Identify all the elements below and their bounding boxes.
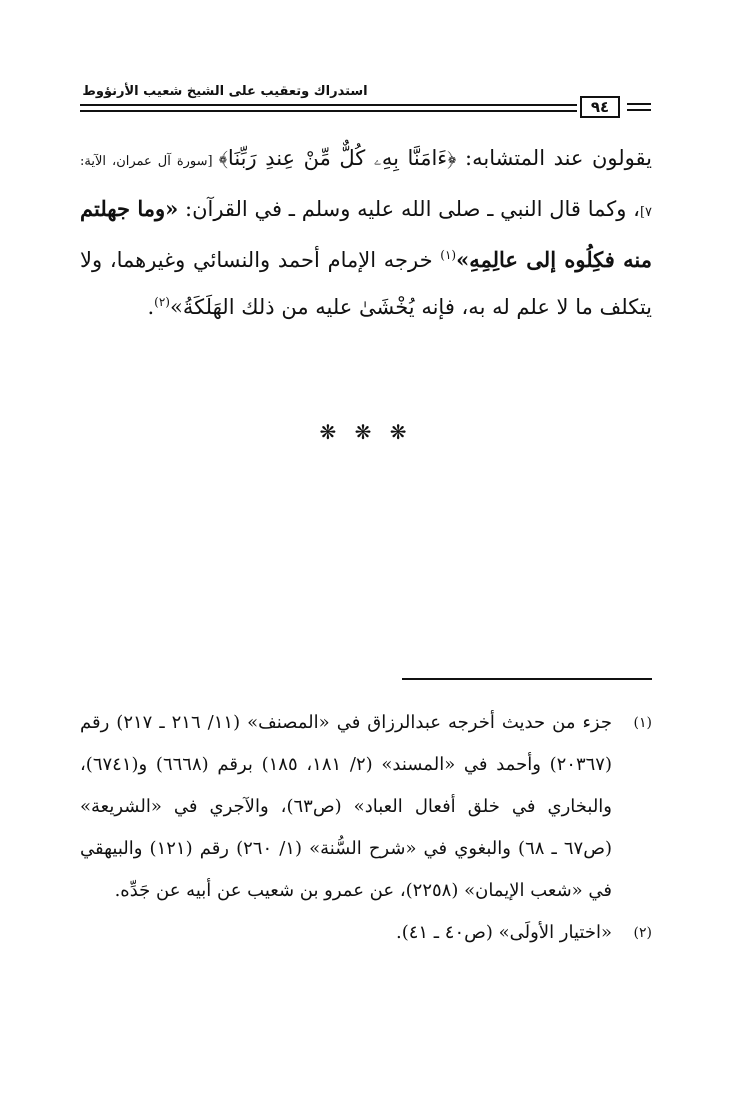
footnote-marker-1[interactable]: (١) xyxy=(440,248,457,262)
footnote-item xyxy=(80,702,652,912)
quran-verse: ﴿ءَامَنَّا بِهِۦ كُلٌّ مِّنْ عِندِ رَبِّنَا﴾ xyxy=(218,146,457,170)
header-rule-top xyxy=(80,104,577,106)
hadith-quote: «وما جهلتم منه فكِلُوه إلى عالِمِهِ» xyxy=(80,196,653,272)
text-after-hadith: خرجه الإمام أحمد والنسائي وغيرهما، ولا يتكلف ما لا علم له به، فإنه يُخْشَىٰ عليه من ذلك الهَلَكَةُ» xyxy=(80,248,652,319)
section-separator: ❋ ❋ ❋ xyxy=(319,420,413,444)
footnote-text: «اختيار الأولَى» (ص٤٠ ـ ٤١). xyxy=(395,922,612,943)
page-number-dash-top xyxy=(627,103,651,105)
text-end: . xyxy=(147,295,155,319)
main-paragraph xyxy=(80,135,652,331)
page-number-dash-bottom xyxy=(627,109,651,111)
footnote-marker-2[interactable]: (٢) xyxy=(154,295,170,309)
footnote-text: جزء من حديث أخرجه عبدالرزاق في «المصنف» (١١/ ٢١٦ ـ ٢١٧) رقم (٢٠٣٦٧) وأحمد في «المسند» (٢/ ١٨١، ١٨٥) برقم (٦٦٦٨) و(٦٧٤١)، والبخاري في خلق أفعال العباد» (ص٦٣)، والآجري في «الشريعة» (ص٦٧ ـ ٦٨) والبغوي في «شرح السُّنة» (١/ ٢٦٠) رقم (١٢١) والبيهقي في «شعب الإيمان» (٢٢٥٨)، عن عمرو بن شعيب عن أبيه عن جَدِّه. xyxy=(80,712,613,901)
footnote-number: (٢) xyxy=(633,925,652,941)
page-number: ٩٤ xyxy=(580,96,620,118)
surah-reference: [سورة آل عمران، الآية: ٧] xyxy=(80,154,652,220)
footnote-divider xyxy=(402,678,652,680)
footnote-number: (١) xyxy=(633,715,652,731)
running-header-title: استدراك وتعقيب على الشيخ شعيب الأرنؤوط xyxy=(82,84,368,99)
text-mid: ، وكما قال النبي ـ صلى الله عليه وسلم ـ في القرآن: xyxy=(178,197,640,221)
footnote-item xyxy=(80,912,652,954)
footnotes xyxy=(80,702,652,954)
text-line1-start: يقولون عند المتشابه: xyxy=(456,146,652,170)
header-rule-bottom xyxy=(80,110,577,112)
